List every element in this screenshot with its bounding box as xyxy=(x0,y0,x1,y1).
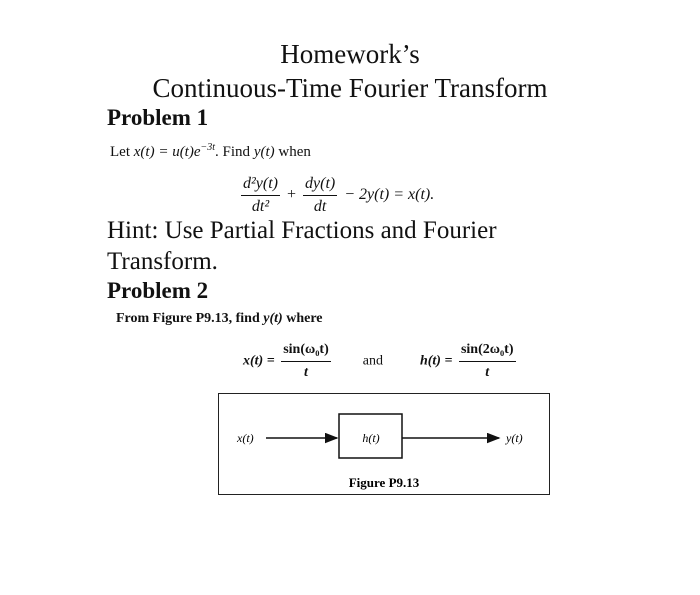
h-lhs: h(t) = xyxy=(419,353,453,369)
output-label: y(t) xyxy=(506,431,523,445)
fraction-x xyxy=(281,340,331,383)
signal-definitions xyxy=(243,340,519,383)
fraction-second-derivative xyxy=(241,174,280,217)
fraction-first-derivative xyxy=(303,174,337,217)
problem-1-heading: Problem 1 xyxy=(107,105,209,130)
title-line-2: Continuous-Time Fourier Transform xyxy=(152,73,548,103)
fraction-numerator: dy(t) xyxy=(303,174,337,196)
x-lhs: x(t) = xyxy=(243,353,275,369)
y-symbol: y(t) xyxy=(263,311,283,326)
figure-frame xyxy=(218,393,550,495)
x-definition: x(t) = u(t)e xyxy=(133,144,201,160)
figure-caption: Figure P9.13 xyxy=(348,475,420,490)
fraction-numerator: sin(ω₀t) xyxy=(281,340,331,362)
title-line-1: Homework’s xyxy=(280,39,420,69)
statement-text: From Figure P9.13, find xyxy=(116,311,260,326)
fraction-denominator: t xyxy=(304,365,308,380)
x-exponent: −3t xyxy=(200,142,216,153)
y-symbol: y(t) xyxy=(253,144,275,160)
problem-1-statement xyxy=(110,138,311,162)
fraction-denominator: dt xyxy=(313,198,327,215)
statement-prefix: Let xyxy=(110,144,130,160)
hint-line-1: Hint: Use Partial Fractions and Fourier xyxy=(107,217,497,244)
fraction-numerator: sin(2ω₀t) xyxy=(459,340,516,362)
equation-rest: − 2y(t) = x(t). xyxy=(344,186,435,204)
statement-suffix: . Find xyxy=(215,144,251,160)
fraction-numerator: d²y(t) xyxy=(241,174,280,196)
block-label: h(t) xyxy=(362,431,380,445)
problem-2-statement xyxy=(116,309,323,329)
where-word: where xyxy=(286,311,323,326)
differential-equation xyxy=(238,174,434,217)
input-label: x(t) xyxy=(237,431,254,445)
when-word: when xyxy=(278,144,311,160)
block-diagram xyxy=(219,394,549,494)
plus-sign: + xyxy=(287,186,297,204)
hint-line-2: Transform. xyxy=(107,248,218,275)
and-word: and xyxy=(362,353,383,369)
problem-2-heading: Problem 2 xyxy=(107,278,209,303)
fraction-denominator: t xyxy=(485,365,490,380)
fraction-denominator: dt² xyxy=(251,198,270,215)
fraction-h xyxy=(459,340,516,383)
